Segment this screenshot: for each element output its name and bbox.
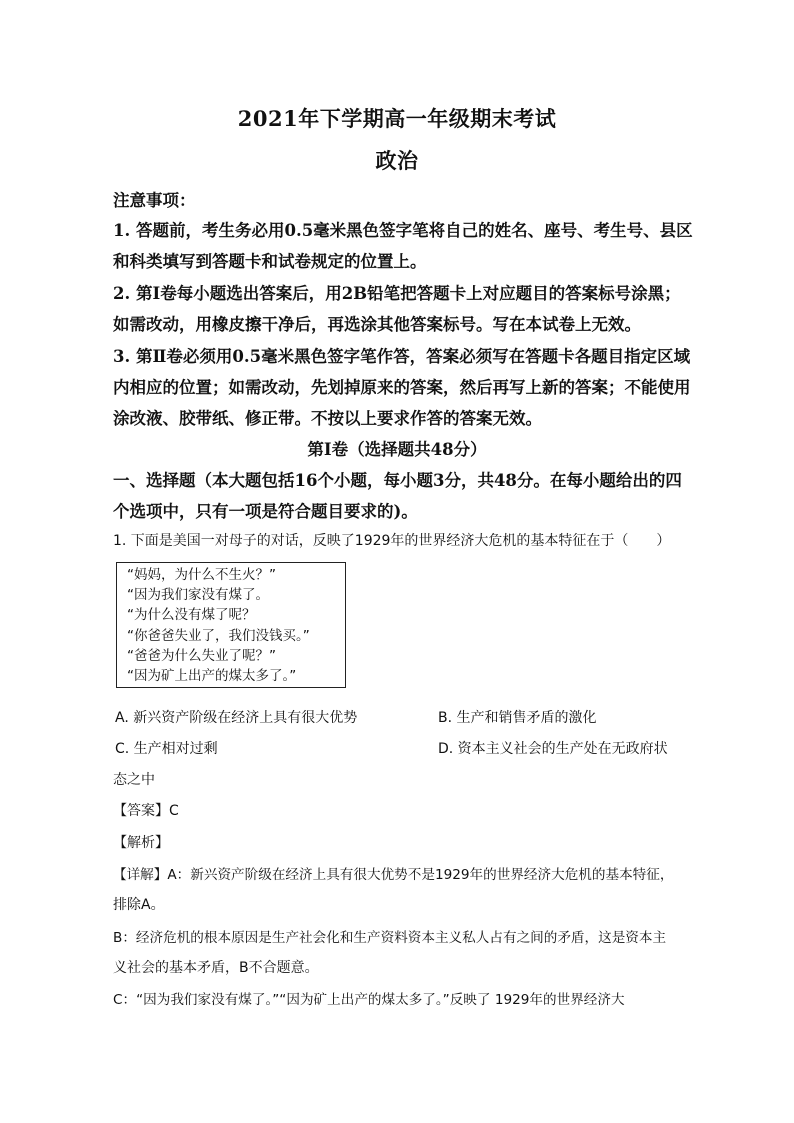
- dialogue-line: “你爸爸失业了，我们没钱买。”: [127, 627, 310, 644]
- dialogue-line: “爸爸为什么失业了呢？”: [127, 647, 276, 664]
- analysis-line: B：经济危机的根本原因是生产社会化和生产资料资本主义私人占有之间的矛盾，这是资本主: [113, 930, 667, 946]
- dialogue-box: [116, 562, 346, 688]
- dialogue-line: “因为我们家没有煤了。: [127, 587, 269, 604]
- option-d: D. 资本主义社会的生产处在无政府状: [438, 741, 668, 757]
- option-a: A. 新兴资产阶级在经济上具有很大优势: [115, 710, 358, 726]
- notes-line: 3. 第Ⅱ卷必须用0.5毫米黑色签字笔作答，答案必须写在答题卡各题目指定区域: [113, 347, 691, 366]
- notes-line: 1. 答题前，考生务必用0.5毫米黑色签字笔将自己的姓名、座号、考生号、县区: [113, 221, 693, 240]
- dialogue-line: “因为矿上出产的煤太多了。”: [127, 668, 297, 685]
- question-stem: 1. 下面是美国一对母子的对话，反映了1929年的世界经济大危机的基本特征在于（ ）: [113, 533, 671, 549]
- dialogue-line: “妈妈，为什么不生火？”: [127, 567, 276, 583]
- option-c: C. 生产相对过剩: [115, 741, 218, 757]
- analysis-line: 排除A。: [113, 897, 165, 913]
- exam-title: 2021年下学期高一年级期末考试: [237, 106, 557, 131]
- section-title: 第Ⅰ卷（选择题共48分）: [307, 440, 487, 459]
- option-d-continued: 态之中: [113, 772, 155, 788]
- answer-label: 【答案】C: [113, 803, 179, 819]
- analysis-line: C：“因为我们家没有煤了。”“因为矿上出产的煤太多了。”反映了 1929年的世界经济大: [113, 992, 625, 1008]
- analysis-line: 【详解】A：新兴资产阶级在经济上具有很大优势不是1929年的世界经济大危机的基本特征，: [113, 867, 674, 883]
- section-instruction: 个选项中，只有一项是符合题目要求的)。: [113, 502, 418, 521]
- option-b: B. 生产和销售矛盾的激化: [438, 710, 597, 726]
- notes-line: 和科类填写到答题卡和试卷规定的位置上。: [113, 252, 427, 271]
- notes-line: 涂改液、胶带纸、修正带。不按以上要求作答的答案无效。: [113, 409, 542, 428]
- notes-line: 2. 第Ⅰ卷每小题选出答案后，用2B铅笔把答题卡上对应题目的答案标号涂黑；: [113, 284, 681, 303]
- analysis-line: 义社会的基本矛盾，B不合题意。: [113, 960, 319, 976]
- notes-line: 如需改动，用橡皮擦干净后，再选涂其他答案标号。写在本试卷上无效。: [113, 315, 641, 334]
- analysis-heading: 【解析】: [113, 835, 169, 851]
- subject-title: 政治: [375, 148, 419, 173]
- notes-line: 内相应的位置；如需改动，先划掉原来的答案，然后再写上新的答案；不能使用: [113, 378, 691, 397]
- dialogue-line: “为什么没有煤了呢？: [127, 607, 256, 624]
- notes-heading: 注意事项：: [113, 191, 196, 210]
- section-instruction: 一、选择题（本大题包括16个小题，每小题3分，共48分。在每小题给出的四: [113, 471, 682, 490]
